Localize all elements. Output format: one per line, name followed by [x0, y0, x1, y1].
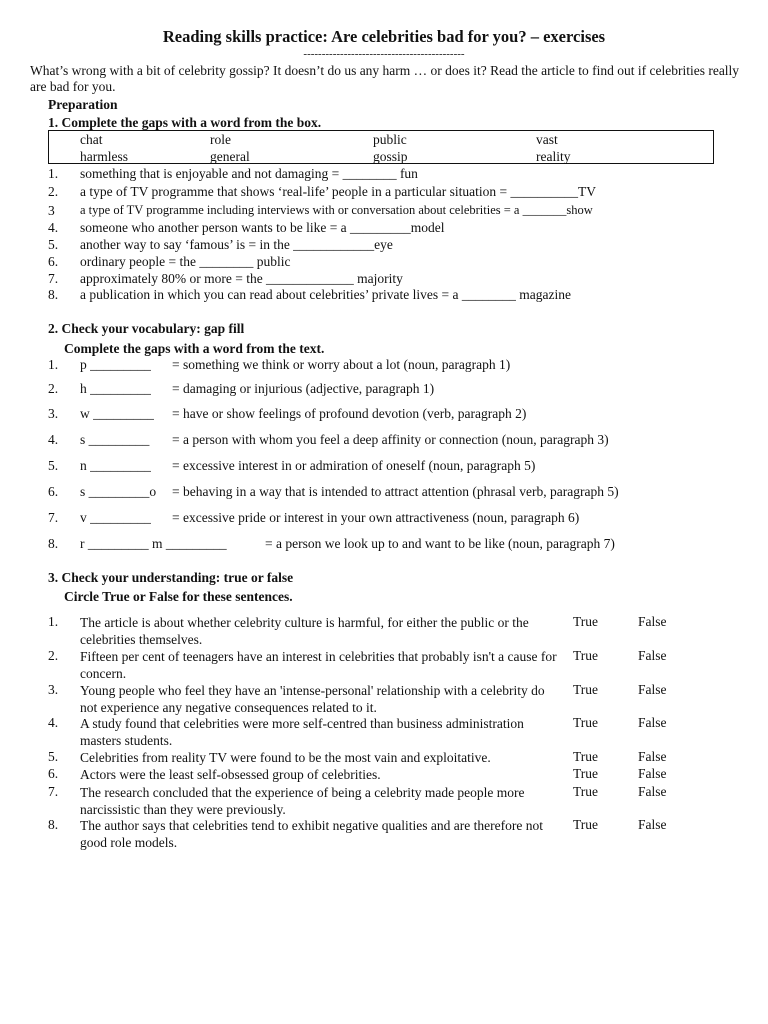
true-option[interactable]: True — [573, 766, 599, 781]
item-number: 4. — [48, 220, 59, 235]
vocab-definition: = a person we look up to and want to be like (noun, paragraph 7) — [265, 536, 615, 551]
list-item: ordinary people = the ________ public — [80, 254, 291, 269]
vocab-gap: p _________ — [80, 357, 151, 372]
list-item: something that is enjoyable and not damaging = ________ fun — [80, 166, 418, 181]
item-number: 4. — [48, 432, 59, 447]
item-number: 1. — [48, 357, 59, 372]
tf-statement: Fifteen per cent of teenagers have an interest in celebrities that probably isn't a cause for concern. — [80, 649, 557, 681]
tf-heading: 3. Check your understanding: true or false — [48, 570, 294, 585]
item-number: 2. — [48, 381, 59, 396]
preparation-instruction: 1. Complete the gaps with a word from the box. — [48, 115, 322, 130]
intro-paragraph: What’s wrong with a bit of celebrity gossip? It doesn’t do us any harm … or does it? Read the article to find out if celebrities really are bad for you. — [30, 63, 740, 94]
true-option[interactable]: True — [573, 648, 599, 663]
list-item: another way to say ‘famous’ is = in the ____________eye — [80, 237, 393, 252]
item-number: 6. — [48, 766, 59, 781]
item-number: 3. — [48, 406, 59, 421]
item-number: 3. — [48, 682, 59, 697]
vocab-definition: = have or show feelings of profound devotion (verb, paragraph 2) — [172, 406, 527, 421]
box-word: reality — [536, 149, 571, 164]
vocab-definition: = excessive interest in or admiration of oneself (noun, paragraph 5) — [172, 458, 536, 473]
item-number: 5. — [48, 458, 59, 473]
false-option[interactable]: False — [638, 648, 667, 663]
item-number: 2. — [48, 184, 59, 199]
tf-instruction: Circle True or False for these sentences. — [64, 589, 293, 604]
list-item: someone who another person wants to be like = a _________model — [80, 220, 445, 235]
item-number: 8. — [48, 817, 59, 832]
item-number: 4. — [48, 715, 59, 730]
tf-statement: Young people who feel they have an 'intense-personal' relationship with a celebrity do not experience any negative consequences related to it. — [80, 683, 545, 715]
tf-statement: The research concluded that the experience of being a celebrity made people more narcissistic than they were previously. — [80, 785, 525, 817]
list-item: a type of TV programme that shows ‘real-life’ people in a particular situation = __________TV — [80, 184, 596, 199]
page-title: Reading skills practice: Are celebrities bad for you? – exercises — [162, 27, 606, 46]
true-option[interactable]: True — [573, 749, 599, 764]
item-number: 8. — [48, 287, 59, 302]
item-number: 1. — [48, 614, 59, 629]
word-box — [48, 130, 714, 164]
vocab-gap: s _________o — [80, 484, 157, 499]
item-number: 5. — [48, 749, 59, 764]
true-option[interactable]: True — [573, 682, 599, 697]
vocab-gap: v _________ — [80, 510, 151, 525]
list-item: a publication in which you can read about celebrities’ private lives = a ________ magazine — [80, 287, 571, 302]
false-option[interactable]: False — [638, 715, 667, 730]
item-number: 5. — [48, 237, 59, 252]
false-option[interactable]: False — [638, 749, 667, 764]
vocab-definition: = something we think or worry about a lot (noun, paragraph 1) — [172, 357, 511, 372]
item-number: 3 — [48, 203, 55, 218]
box-word: vast — [536, 132, 558, 147]
vocab-gap: w _________ — [80, 406, 154, 421]
vocab-definition: = damaging or injurious (adjective, paragraph 1) — [172, 381, 435, 396]
tf-statement: The article is about whether celebrity culture is harmful, for either the public or the celebrities themselves. — [80, 615, 529, 647]
vocab-gap: r _________ m _________ — [80, 536, 227, 551]
true-option[interactable]: True — [573, 784, 599, 799]
true-option[interactable]: True — [573, 614, 599, 629]
false-option[interactable]: False — [638, 784, 667, 799]
vocab-heading: 2. Check your vocabulary: gap fill — [48, 321, 245, 336]
item-number: 8. — [48, 536, 59, 551]
vocab-gap: h _________ — [80, 381, 151, 396]
item-number: 7. — [48, 271, 59, 286]
box-word: chat — [80, 132, 103, 147]
box-word: public — [373, 132, 407, 147]
title-underline-rule: -------------------------------------------- — [303, 48, 465, 60]
item-number: 7. — [48, 510, 59, 525]
box-word: role — [210, 132, 231, 147]
item-number: 1. — [48, 166, 59, 181]
vocab-gap: n _________ — [80, 458, 151, 473]
item-number: 6. — [48, 254, 59, 269]
item-number: 7. — [48, 784, 59, 799]
tf-statement: Actors were the least self-obsessed group of celebrities. — [80, 767, 381, 782]
true-option[interactable]: True — [573, 817, 599, 832]
true-option[interactable]: True — [573, 715, 599, 730]
box-word: general — [210, 149, 250, 164]
item-number: 2. — [48, 648, 59, 663]
false-option[interactable]: False — [638, 614, 667, 629]
box-word: harmless — [80, 149, 128, 164]
box-word: gossip — [373, 149, 408, 164]
tf-statement: A study found that celebrities were more self-centred than business administration masters students. — [80, 716, 524, 748]
vocab-definition: = a person with whom you feel a deep affinity or connection (noun, paragraph 3) — [172, 432, 609, 447]
false-option[interactable]: False — [638, 766, 667, 781]
false-option[interactable]: False — [638, 817, 667, 832]
list-item: a type of TV programme including interviews with or conversation about celebrities = a _______show — [80, 203, 593, 217]
false-option[interactable]: False — [638, 682, 667, 697]
tf-statement: Celebrities from reality TV were found to be the most vain and exploitative. — [80, 750, 491, 765]
tf-statement: The author says that celebrities tend to exhibit negative qualities and are therefore not good role models. — [80, 818, 543, 850]
vocab-definition: = excessive pride or interest in your own attractiveness (noun, paragraph 6) — [172, 510, 580, 525]
preparation-heading: Preparation — [48, 97, 118, 112]
vocab-definition: = behaving in a way that is intended to attract attention (phrasal verb, paragraph 5) — [172, 484, 619, 499]
list-item: approximately 80% or more = the _____________ majority — [80, 271, 403, 286]
vocab-gap: s _________ — [80, 432, 150, 447]
vocab-instruction: Complete the gaps with a word from the text. — [64, 341, 325, 356]
item-number: 6. — [48, 484, 59, 499]
